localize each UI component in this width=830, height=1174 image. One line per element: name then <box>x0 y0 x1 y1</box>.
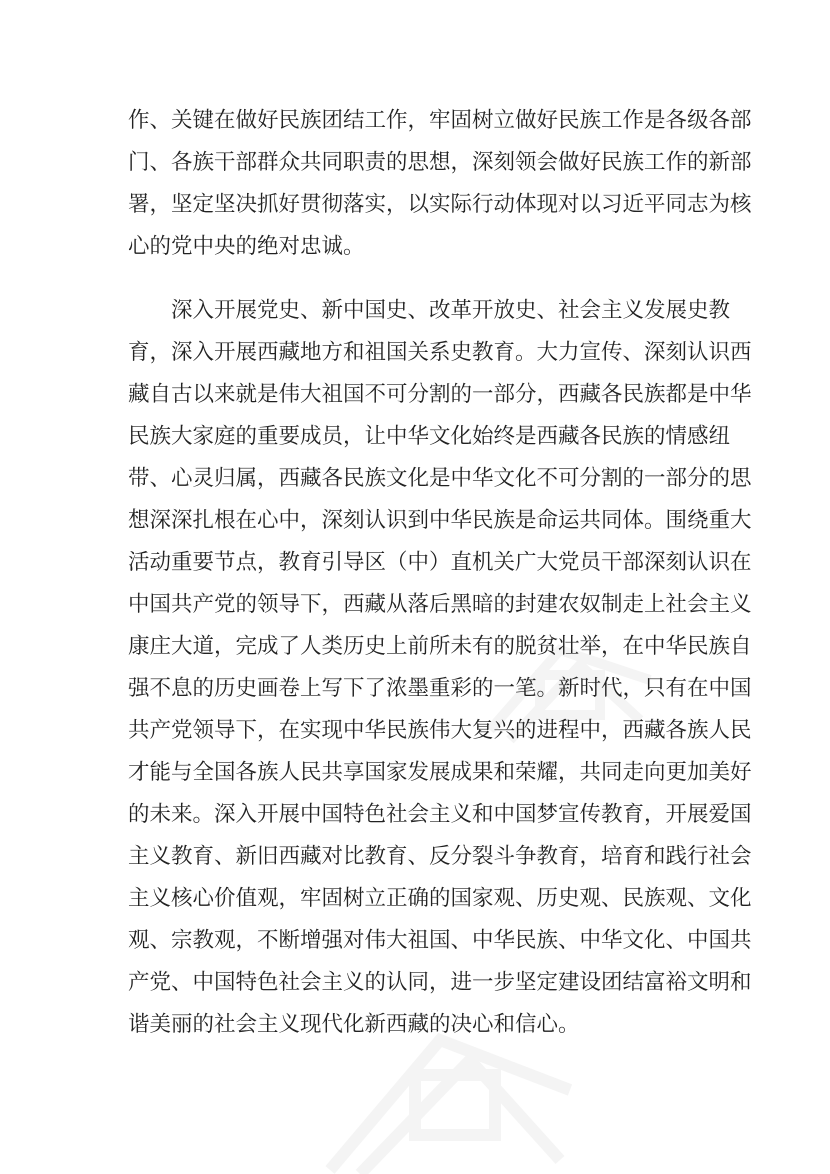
text-line: 康庄大道，完成了人类历史上前所未有的脱贫壮举，在中华民族自 <box>128 634 752 659</box>
paragraph-2 <box>128 290 752 1046</box>
text-line: 产党、中国特色社会主义的认同，进一步坚定建设团结富裕文明和 <box>128 970 752 995</box>
text-line: 想深深扎根在心中，深刻认识到中华民族是命运共同体。围绕重大 <box>128 508 752 533</box>
text-line: 主义教育、新旧西藏对比教育、反分裂斗争教育，培育和践行社会 <box>128 844 752 869</box>
text-line: 心的党中央的绝对忠诚。 <box>128 234 365 259</box>
text-line: 作、关键在做好民族团结工作，牢固树立做好民族工作是各级各部 <box>128 108 752 133</box>
text-line: 观、宗教观，不断增强对伟大祖国、中华民族、中华文化、中国共 <box>128 928 752 953</box>
text-line: 活动重要节点，教育引导区（中）直机关广大党员干部深刻认识在 <box>128 550 752 575</box>
text-line: 育，深入开展西藏地方和祖国关系史教育。大力宣传、深刻认识西 <box>128 340 752 365</box>
text-line: 署，坚定坚决抓好贯彻落实，以实际行动体现对以习近平同志为核 <box>128 192 752 217</box>
text-line: 深入开展党史、新中国史、改革开放史、社会主义发展史教 <box>171 298 731 323</box>
text-line: 民族大家庭的重要成员，让中华文化始终是西藏各民族的情感纽 <box>128 424 731 449</box>
text-line: 才能与全国各族人民共享国家发展成果和荣耀，共同走向更加美好 <box>128 760 752 785</box>
text-line: 的未来。深入开展中国特色社会主义和中国梦宣传教育，开展爱国 <box>128 802 752 827</box>
text-line: 藏自古以来就是伟大祖国不可分割的一部分，西藏各民族都是中华 <box>128 382 752 407</box>
text-line: 强不息的历史画卷上写下了浓墨重彩的一笔。新时代，只有在中国 <box>128 676 752 701</box>
text-line: 共产党领导下，在实现中华民族伟大复兴的进程中，西藏各族人民 <box>128 718 752 743</box>
paragraph-1 <box>128 100 752 268</box>
text-line: 谐美丽的社会主义现代化新西藏的决心和信心。 <box>128 1012 580 1037</box>
text-line: 带、心灵归属，西藏各民族文化是中华文化不可分割的一部分的思 <box>128 466 752 491</box>
text-line: 主义核心价值观，牢固树立正确的国家观、历史观、民族观、文化 <box>128 886 752 911</box>
text-line: 中国共产党的领导下，西藏从落后黑暗的封建农奴制走上社会主义 <box>128 592 752 617</box>
text-line: 门、各族干部群众共同职责的思想，深刻领会做好民族工作的新部 <box>128 150 752 175</box>
